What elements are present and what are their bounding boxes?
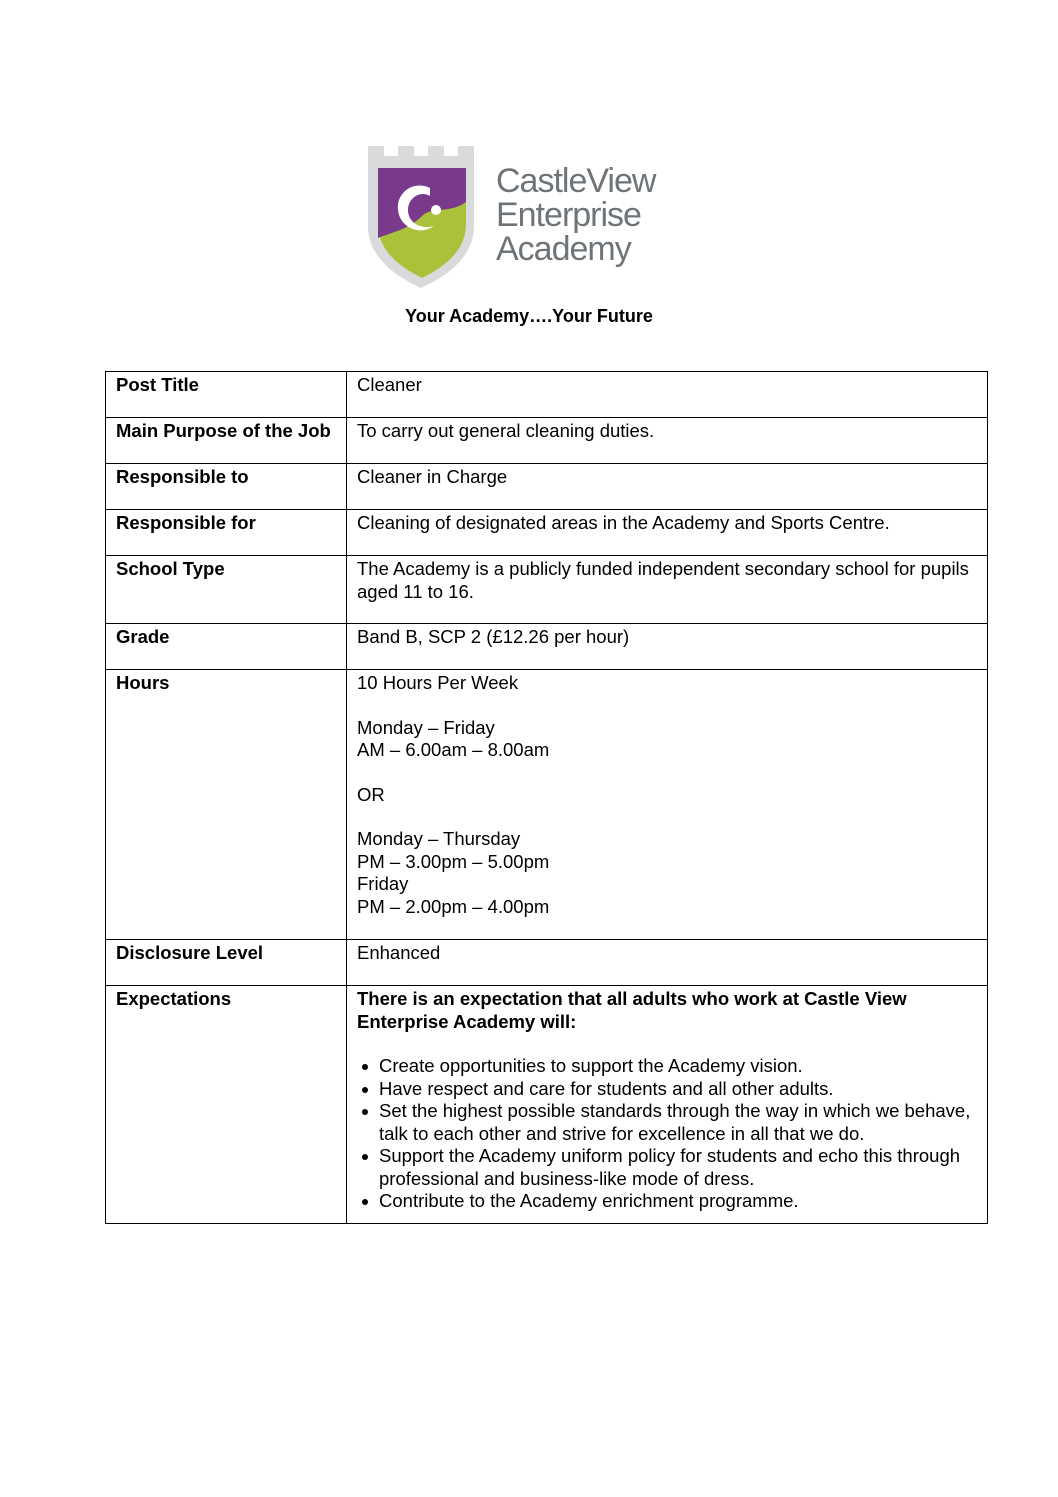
- logo-line-3: Academy: [496, 230, 631, 268]
- hours-am-time: AM – 6.00am – 8.00am: [357, 739, 550, 760]
- logo-wordmark: [496, 164, 655, 266]
- row-value: Band B, SCP 2 (£12.26 per hour): [347, 624, 988, 670]
- row-label: Grade: [106, 624, 347, 670]
- table-row: [106, 940, 988, 986]
- hours-am-days: Monday – Friday: [357, 716, 495, 738]
- logo-line-2: Enterprise: [496, 196, 641, 234]
- row-label: Expectations: [106, 986, 347, 1224]
- row-label: School Type: [106, 556, 347, 624]
- row-label: Responsible to: [106, 464, 347, 510]
- expectations-intro: There is an expectation that all adults who work at Castle View Enterprise Academy will:: [357, 988, 907, 1032]
- expectations-value: [347, 986, 988, 1224]
- logo-line-1: CastleView: [496, 162, 656, 200]
- hours-friday-time: PM – 2.00pm – 4.00pm: [357, 895, 550, 917]
- list-item: Support the Academy uniform policy for students and echo this through professional and business-like mode of dress.: [379, 1145, 977, 1190]
- hours-friday: Friday: [357, 873, 409, 894]
- table-row: [106, 510, 988, 556]
- list-item: Set the highest possible standards through the way in which we behave, talk to each other and strive for excellence in all that we do.: [379, 1100, 977, 1145]
- row-label: Disclosure Level: [106, 940, 347, 986]
- row-value: Cleaning of designated areas in the Academy and Sports Centre.: [347, 510, 988, 556]
- job-spec-table: [105, 371, 988, 1224]
- hours-weekly: 10 Hours Per Week: [357, 672, 519, 693]
- hours-or: OR: [357, 783, 385, 805]
- table-row: [106, 556, 988, 624]
- table-row-hours: [106, 670, 988, 940]
- row-value: Enhanced: [347, 940, 988, 986]
- list-item: Contribute to the Academy enrichment programme.: [379, 1190, 977, 1213]
- row-value: Cleaner in Charge: [347, 464, 988, 510]
- hours-pm-days: Monday – Thursday: [357, 828, 521, 849]
- row-label: Responsible for: [106, 510, 347, 556]
- list-item: Create opportunities to support the Academy vision.: [379, 1055, 977, 1078]
- table-row: [106, 418, 988, 464]
- hours-pm-time: PM – 3.00pm – 5.00pm: [357, 850, 550, 872]
- row-value: Cleaner: [347, 372, 988, 418]
- table-row: [106, 624, 988, 670]
- shield-crest-icon: [362, 140, 482, 290]
- academy-logo: [362, 140, 702, 290]
- table-row-expectations: [106, 986, 988, 1224]
- row-label: Hours: [106, 670, 347, 940]
- tagline: Your Academy….Your Future: [405, 306, 653, 326]
- row-value: The Academy is a publicly funded independent secondary school for pupils aged 11 to 16.: [347, 556, 988, 624]
- expectations-list: [357, 1055, 977, 1213]
- row-label: Main Purpose of the Job: [106, 418, 347, 464]
- table-row: [106, 372, 988, 418]
- list-item: Have respect and care for students and all other adults.: [379, 1078, 977, 1101]
- row-value: To carry out general cleaning duties.: [347, 418, 988, 464]
- hours-value: [347, 670, 988, 940]
- table-row: [106, 464, 988, 510]
- row-label: Post Title: [106, 372, 347, 418]
